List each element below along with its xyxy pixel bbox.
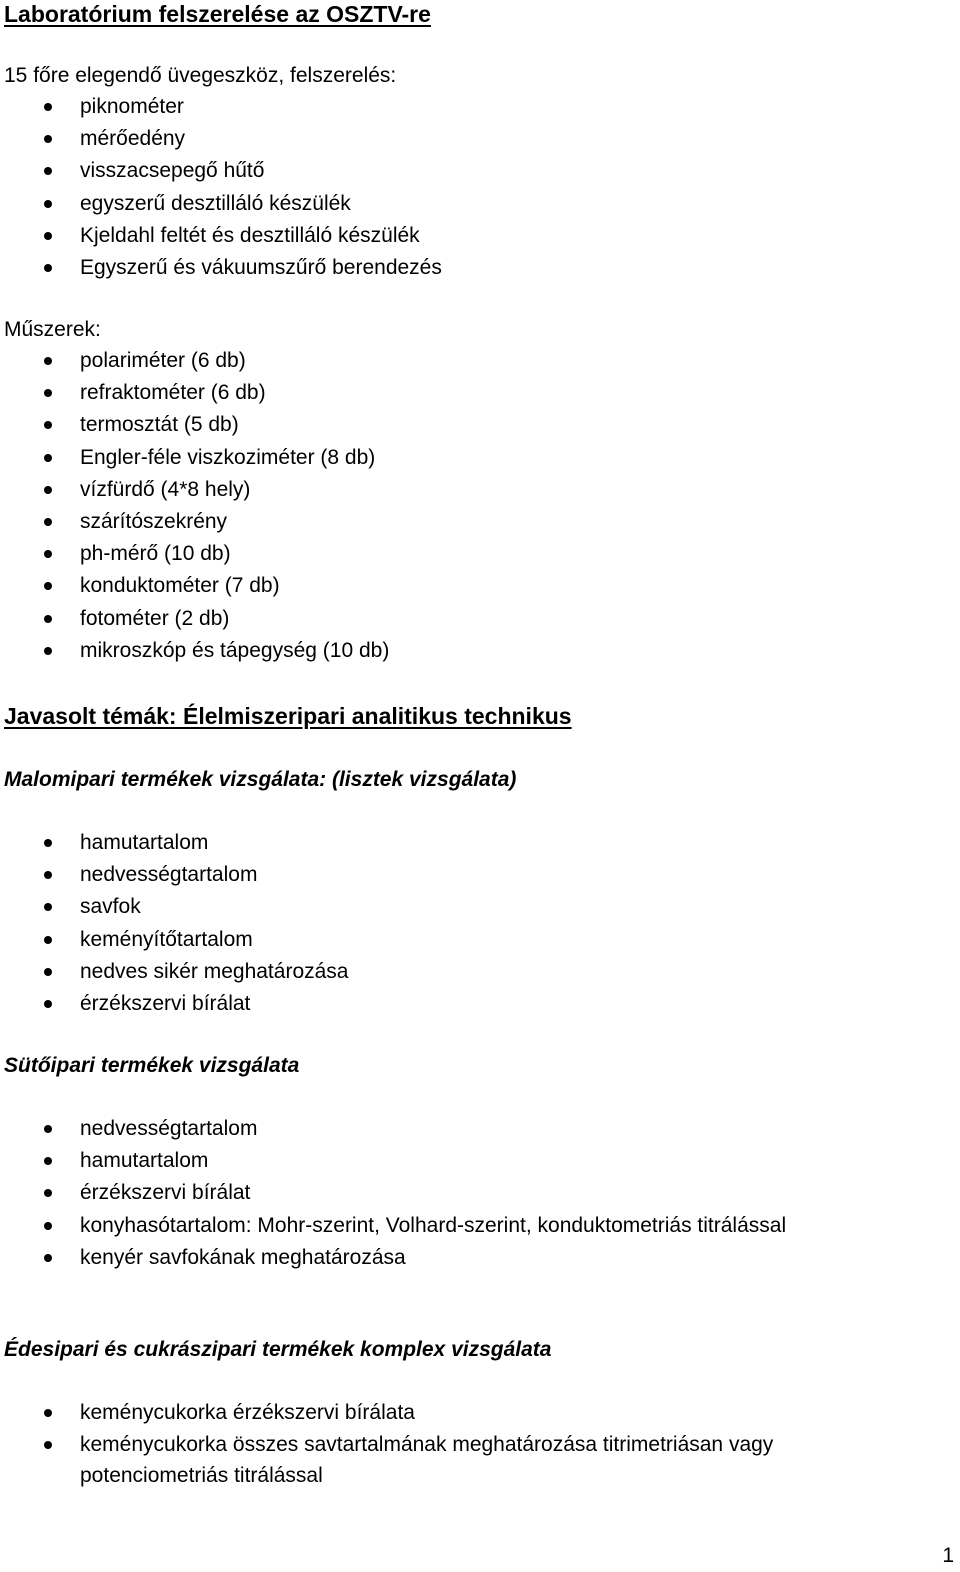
bullet-icon: [44, 1254, 52, 1262]
list-item: mikroszkóp és tápegység (10 db): [0, 635, 389, 667]
bullet-icon: [44, 389, 52, 397]
bullet-icon: [44, 454, 52, 462]
list-item: konduktométer (7 db): [0, 570, 389, 602]
list-item: hamutartalom: [0, 827, 348, 859]
list-item: fotométer (2 db): [0, 603, 389, 635]
list-item: polariméter (6 db): [0, 345, 389, 377]
instruments-label: Műszerek:: [4, 318, 101, 341]
bullet-icon: [44, 1189, 52, 1197]
page-number: 1: [942, 1544, 954, 1567]
list-item: érzékszervi bírálat: [0, 988, 348, 1020]
bullet-icon: [44, 167, 52, 175]
bullet-icon: [44, 1222, 52, 1230]
list-item: Engler-féle viszkoziméter (8 db): [0, 442, 389, 474]
bullet-icon: [44, 357, 52, 365]
list-item: érzékszervi bírálat: [0, 1177, 786, 1209]
bullet-icon: [44, 421, 52, 429]
bullet-icon: [44, 839, 52, 847]
milling-title: Malomipari termékek vizsgálata: (lisztek vizsgálata): [4, 768, 517, 791]
list-item: keménycukorka érzékszervi bírálata: [0, 1397, 860, 1429]
bullet-icon: [44, 936, 52, 944]
bullet-icon: [44, 264, 52, 272]
list-item: keménycukorka összes savtartalmának meghatározása titrimetriásan vagy potenciometriás titrálással: [0, 1429, 860, 1491]
list-item: piknométer: [0, 91, 442, 123]
list-item: savfok: [0, 891, 348, 923]
confectionery-list: [0, 1397, 860, 1491]
list-item: konyhasótartalom: Mohr-szerint, Volhard-szerint, konduktometriás titrálással: [0, 1210, 786, 1242]
list-item: kenyér savfokának meghatározása: [0, 1242, 786, 1274]
bullet-icon: [44, 968, 52, 976]
bullet-icon: [44, 1409, 52, 1417]
bullet-icon: [44, 1125, 52, 1133]
list-item: egyszerű desztilláló készülék: [0, 188, 442, 220]
list-item: nedves sikér meghatározása: [0, 956, 348, 988]
list-item: Kjeldahl feltét és desztilláló készülék: [0, 220, 442, 252]
bakery-title: Sütőipari termékek vizsgálata: [4, 1054, 300, 1077]
equipment-intro: 15 főre elegendő üvegeszköz, felszerelés:: [4, 64, 397, 87]
list-item: ph-mérő (10 db): [0, 538, 389, 570]
bullet-icon: [44, 550, 52, 558]
bullet-icon: [44, 135, 52, 143]
page-title: Laboratórium felszerelése az OSZTV-re: [4, 1, 431, 27]
bakery-list: [0, 1113, 786, 1274]
bullet-icon: [44, 647, 52, 655]
list-item: vízfürdő (4*8 hely): [0, 474, 389, 506]
bullet-icon: [44, 615, 52, 623]
list-item: keményítőtartalom: [0, 924, 348, 956]
bullet-icon: [44, 232, 52, 240]
confectionery-title: Édesipari és cukrászipari termékek komplex vizsgálata: [4, 1338, 552, 1361]
bullet-icon: [44, 1000, 52, 1008]
list-item: szárítószekrény: [0, 506, 389, 538]
bullet-icon: [44, 1441, 52, 1449]
bullet-icon: [44, 903, 52, 911]
bullet-icon: [44, 518, 52, 526]
bullet-icon: [44, 582, 52, 590]
list-item: refraktométer (6 db): [0, 377, 389, 409]
equipment-list: [0, 91, 442, 284]
list-item: nedvességtartalom: [0, 1113, 786, 1145]
bullet-icon: [44, 1157, 52, 1165]
bullet-icon: [44, 486, 52, 494]
list-item: Egyszerű és vákuumszűrő berendezés: [0, 252, 442, 284]
list-item: termosztát (5 db): [0, 409, 389, 441]
milling-list: [0, 827, 348, 1020]
list-item: mérőedény: [0, 123, 442, 155]
bullet-icon: [44, 200, 52, 208]
list-item: nedvességtartalom: [0, 859, 348, 891]
instruments-list: [0, 345, 389, 667]
list-item: visszacsepegő hűtő: [0, 155, 442, 187]
bullet-icon: [44, 871, 52, 879]
topics-heading: Javasolt témák: Élelmiszeripari analitikus technikus: [4, 703, 572, 729]
list-item: hamutartalom: [0, 1145, 786, 1177]
bullet-icon: [44, 103, 52, 111]
